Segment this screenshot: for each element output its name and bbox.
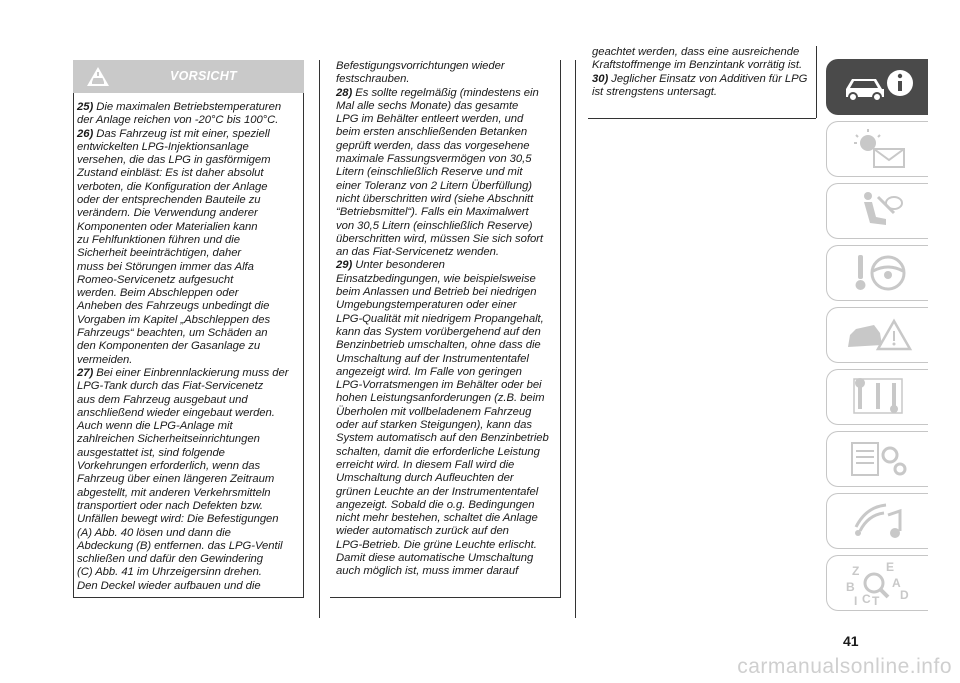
tab-car-info[interactable] — [826, 59, 928, 115]
steering-wheel-icon — [838, 249, 918, 297]
note-line: vermeiden. — [77, 353, 133, 366]
column-2 — [336, 60, 562, 579]
note-line: Romeo-Servicenetz aufgesucht — [77, 273, 234, 286]
multimedia-icon — [838, 497, 918, 545]
note-paragraph — [336, 259, 562, 578]
note-line: nicht mehr bestehen, schaltet die Anlage — [336, 512, 538, 525]
note-line: aus dem Fahrzeug ausgebaut und — [77, 393, 248, 406]
svg-text:T: T — [871, 594, 879, 607]
note-line: oder der entsprechenden Bauteile zu — [77, 194, 261, 207]
note-line: Jeglicher Einsatz von Additiven für LPG — [611, 72, 808, 85]
caution-title: VORSICHT — [170, 69, 237, 83]
note-line: LPG im Behälter entleert werden, und — [336, 113, 524, 126]
note-line: Sicherheit beeinträchtigen, daher — [77, 247, 242, 260]
note-line: Komponenten oder Materialien kann — [77, 220, 258, 233]
svg-text:A: A — [891, 576, 901, 590]
tab-airbag-seat[interactable] — [826, 183, 928, 239]
note-line: transportiert oder nach Defekten bzw. — [77, 499, 263, 512]
note-paragraph — [336, 60, 562, 87]
note-line: ausgestattet ist, sind folgende — [77, 446, 225, 459]
note-line: System automatisch auf den Benzinbetrieb — [336, 432, 549, 445]
note-line: entwickelten LPG-Injektionsanlage — [77, 140, 249, 153]
note-line: angezeigt. Sobald die o.g. Bedingungen — [336, 498, 535, 511]
note-line: LPG-Tank durch das Fiat-Servicenetz — [77, 380, 264, 393]
note-line: oder auf starken Steigungen), kann das — [336, 419, 532, 432]
note-line: Umschaltung durch Aufleuchten der — [336, 472, 514, 485]
svg-text:C: C — [861, 592, 871, 606]
car-accident-icon — [838, 311, 918, 359]
note-line: Unfällen bewegt wird: Die Befestigungen — [77, 513, 279, 526]
note-line: LPG-Qualität mit niedrigem Propangehalt, — [336, 312, 544, 325]
note-paragraph — [77, 101, 303, 128]
note-line: Abdeckung (B) entfernen. das LPG-Ventil — [77, 539, 283, 552]
svg-text:D: D — [899, 588, 909, 602]
note-line: einer Toleranz von 2 Litern Überfüllung) — [336, 179, 533, 192]
note-number: 29) — [336, 259, 353, 272]
note-line: Einsatzbedingungen, wie beispielsweise — [336, 272, 536, 285]
note-line: (C) Abb. 41 im Uhrzeigersinn drehen. — [77, 566, 262, 579]
note-line: Mal alle sechs Monate) das gesamte — [336, 99, 519, 112]
note-line: nicht überschritten wird (siehe Abschnitt — [336, 192, 534, 205]
warning-lights-icon — [838, 125, 918, 173]
note-line: Das Fahrzeug ist mit einer, speziell — [96, 127, 270, 140]
note-line: Befestigungsvorrichtungen wieder — [336, 60, 505, 72]
note-line: von 30,5 Litern (einschließlich Reserve) — [336, 219, 533, 232]
tab-warning-lights[interactable] — [826, 121, 928, 177]
note-line: abgestellt, mit anderen Verkehrsmitteln — [77, 486, 271, 499]
note-line: LPG-Betrieb. Die grüne Leuchte erlischt. — [336, 538, 537, 551]
note-line: Überholen mit vollbeladenem Fahrzeug — [336, 405, 532, 418]
note-number: 30) — [592, 72, 609, 85]
note-line: werden. Beim Abschleppen oder — [77, 287, 239, 300]
note-line: Litern (einschließlich Reserve und mit — [336, 166, 523, 179]
column-divider-1 — [319, 60, 320, 618]
note-paragraph — [336, 87, 562, 260]
page-number: 41 — [843, 633, 859, 649]
note-line: Vorgaben im Kapitel „Abschleppen des — [77, 313, 271, 326]
note-line: Es sollte regelmäßig (mindestens ein — [355, 86, 539, 99]
note-line: geprüft werden, dass das vorgesehene — [336, 139, 530, 152]
note-line: Die maximalen Betriebstemperaturen — [96, 101, 282, 113]
note-line: versehen, die das LPG in gasförmigem — [77, 154, 271, 167]
note-line: “Betriebsmittel“). Falls ein Maximalwert — [336, 206, 529, 219]
note-paragraph — [592, 73, 818, 100]
column-divider-2 — [575, 60, 576, 618]
note-line: Anheben des Fahrzeugs unbedingt die — [77, 300, 270, 313]
column-3 — [592, 46, 818, 99]
note-paragraph — [77, 367, 303, 593]
note-line: an das Fiat-Servicenetz wenden. — [336, 246, 499, 259]
note-line: Damit diese automatische Umschaltung — [336, 551, 534, 564]
svg-text:Z: Z — [851, 564, 859, 578]
note-paragraph — [592, 46, 818, 73]
note-number: 25) — [77, 101, 94, 113]
note-line: beim Anlassen und Betrieb bei niedrigen — [336, 286, 537, 299]
note-line: der Anlage reichen von -20°C bis 100°C. — [77, 114, 279, 127]
note-line: Bei einer Einbrennlackierung muss der — [96, 366, 289, 379]
note-line: ist strengstens untersagt. — [592, 85, 717, 98]
airbag-seat-icon — [838, 187, 918, 235]
svg-text:B: B — [845, 580, 855, 594]
note-number: 28) — [336, 86, 353, 99]
note-line: Fahrzeugs“ beachten, um Schäden an — [77, 327, 268, 340]
watermark: carmanualsonline.info — [737, 655, 952, 678]
note-line: den Komponenten der Gasanlage zu — [77, 340, 261, 353]
note-line: Fahrzeug über einen längeren Zeitraum — [77, 473, 275, 486]
note-line: schalten, damit die erforderliche Leistung — [336, 445, 540, 458]
note-line: Umschaltung auf der Instrumententafel — [336, 352, 529, 365]
note-line: muss bei Störungen immer das Alfa — [77, 260, 254, 273]
note-line: Benzinbetrieb umschalten, ohne dass die — [336, 339, 541, 352]
note-line: hohen Leistungsanforderungen (z.B. beim — [336, 392, 545, 405]
tab-car-accident[interactable] — [826, 307, 928, 363]
note-paragraph — [77, 128, 303, 367]
note-line: anschließend wieder eingebaut werden. — [77, 406, 275, 419]
note-line: LPG-Vorratsmengen im Behälter oder bei — [336, 379, 542, 392]
alphabetical-index-icon — [838, 559, 918, 607]
column-1 — [77, 101, 303, 593]
note-line: Umgebungstemperaturen oder einer — [336, 299, 517, 312]
column-2-bottom-rule — [330, 597, 560, 598]
column-3-bottom-rule — [588, 118, 816, 119]
note-line: schließen und dafür den Gewindering — [77, 553, 264, 566]
svg-text:E: E — [885, 560, 894, 574]
note-line: Kraftstoffmenge im Benzintank vorrätig ist. — [592, 59, 803, 72]
note-line: Vorkehrungen erforderlich, wenn das — [77, 460, 261, 473]
note-line: maximale Fassungsvermögen von 30,5 — [336, 153, 532, 166]
tab-maintenance-tools[interactable] — [826, 369, 928, 425]
tab-multimedia[interactable] — [826, 493, 928, 549]
note-line: Auch wenn die LPG-Anlage mit — [77, 420, 233, 433]
note-line: erreicht wird. In diesem Fall wird die — [336, 458, 515, 471]
note-line: Unter besonderen — [355, 259, 445, 272]
caution-header — [73, 60, 304, 93]
tab-technical-data[interactable] — [826, 431, 928, 487]
note-line: auch möglich ist, muss immer darauf — [336, 565, 519, 578]
svg-text:I: I — [853, 594, 857, 607]
note-number: 27) — [77, 366, 94, 379]
note-number: 26) — [77, 127, 94, 140]
note-line: kann das System vorübergehend auf den — [336, 325, 541, 338]
note-line: grünen Leuchte an der Instrumententafel — [336, 485, 539, 498]
note-line: Den Deckel wieder aufbauen und die — [77, 579, 261, 592]
note-line: zahlreichen Sicherheitseinrichtungen — [77, 433, 260, 446]
car-info-icon — [838, 63, 918, 111]
note-line: festschrauben. — [336, 73, 410, 86]
note-line: beim ersten anschließenden Betanken — [336, 126, 528, 139]
tab-steering-wheel[interactable] — [826, 245, 928, 301]
technical-data-icon — [838, 435, 918, 483]
maintenance-tools-icon — [838, 373, 918, 421]
tab-alphabetical-index[interactable] — [826, 555, 928, 611]
note-line: wieder automatisch zurück auf den — [336, 525, 509, 538]
note-line: (A) Abb. 40 lösen und dann die — [77, 526, 231, 539]
note-line: zu Fehlfunktionen führen und die — [77, 233, 240, 246]
note-line: Zustand einbläst: Es ist daher absolut — [77, 167, 264, 180]
note-line: verändern. Die Verwendung anderer — [77, 207, 258, 220]
note-line: verboten, die Konfiguration der Anlage — [77, 180, 268, 193]
note-line: geachtet werden, dass eine ausreichende — [592, 46, 800, 58]
note-line: angezeigt wird. Im Falle von geringen — [336, 365, 522, 378]
note-line: überschritten wird, müssen Sie sich sofort — [336, 232, 543, 245]
